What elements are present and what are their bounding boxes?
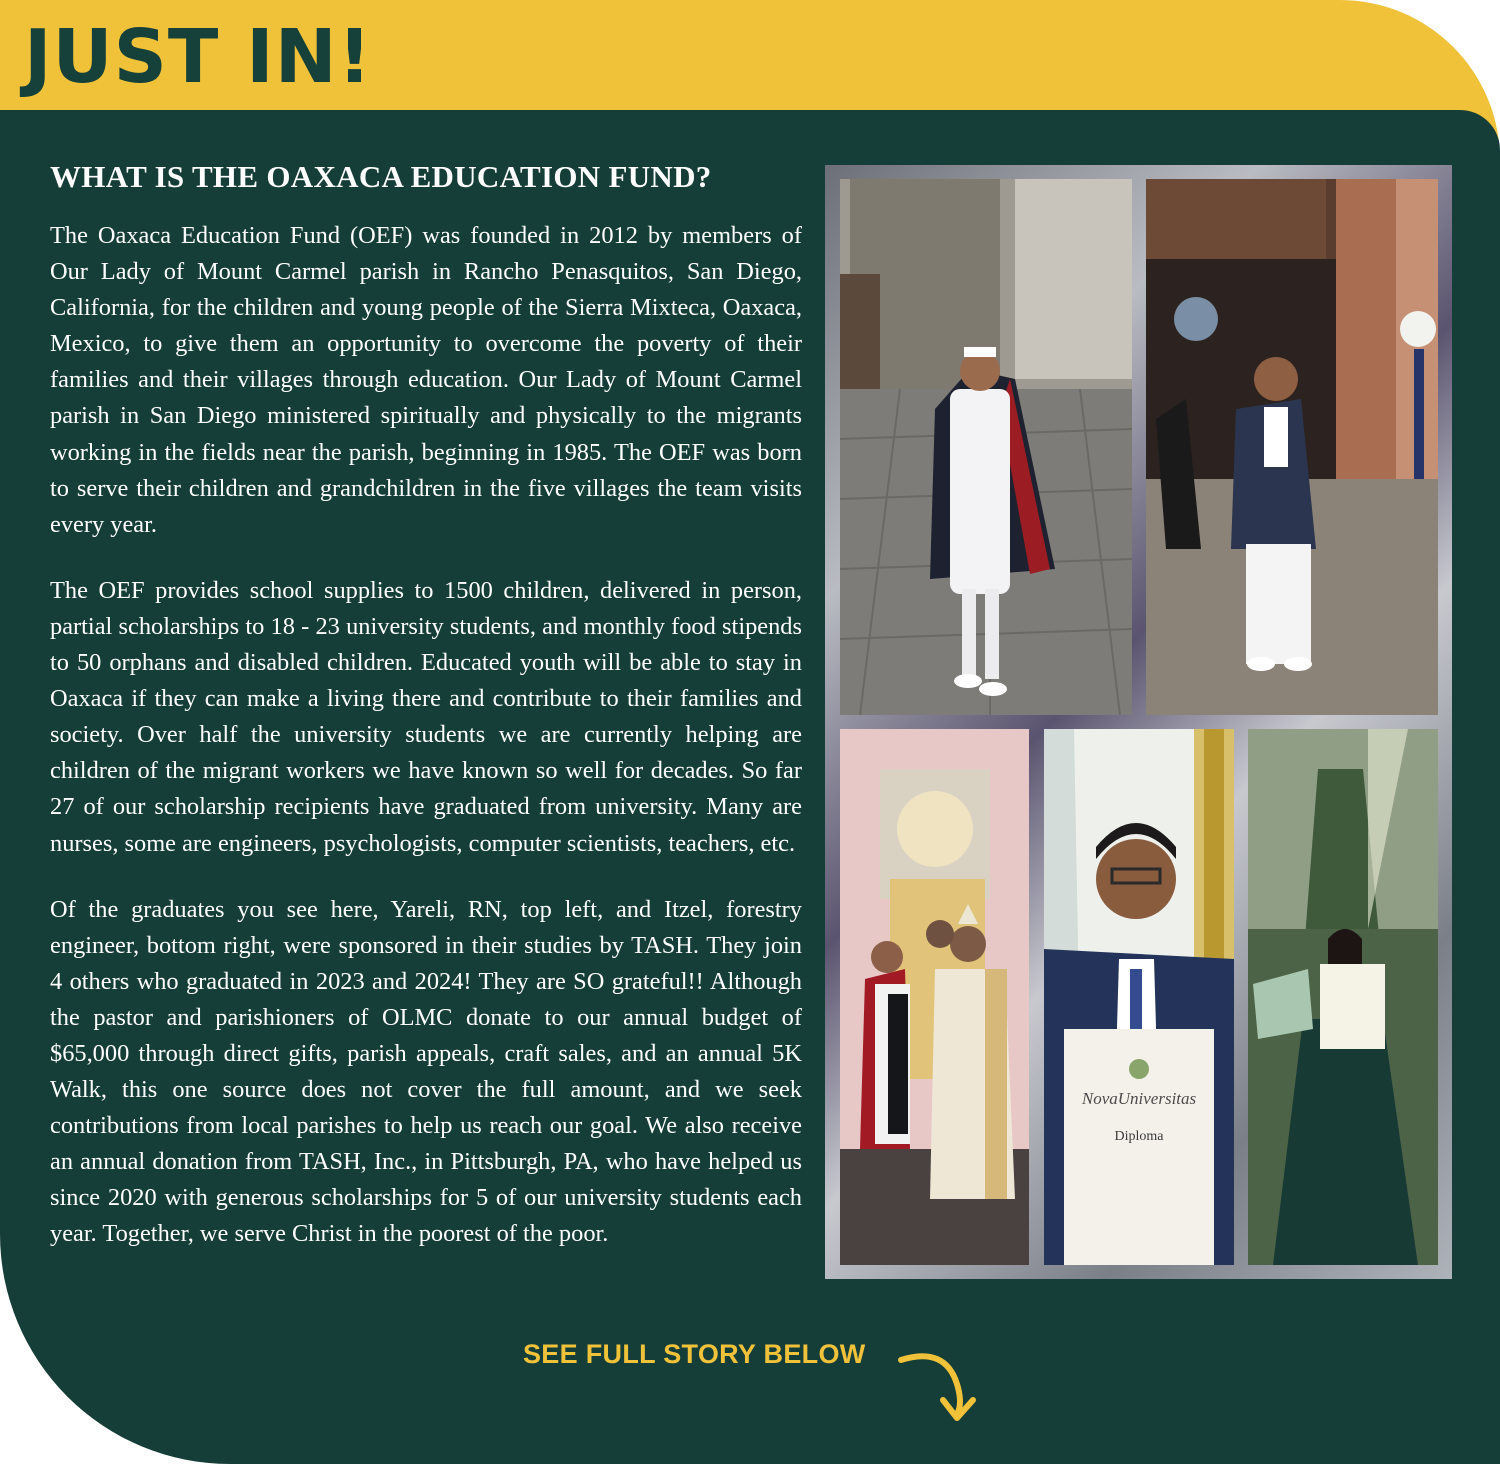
photo-graduate-with-bishop [840, 729, 1029, 1265]
paragraph: The Oaxaca Education Fund (OEF) was founded in 2012 by members of Our Lady of Mount Carmel parish in Rancho Penasquitos, San Diego, California, for the children and young people of the Sierra Mixteca, Oaxaca, Mexico, to give them an opportunity to overcome the poverty of their families and their villages through education. Our Lady of Mount Carmel parish in San Diego ministered spiritually and physically to the migrants working in the fields near the parish, beginning in 1985. The OEF was born to serve their children and grandchildren in the five villages the team visits every year. [50, 222, 802, 538]
paragraph: Of the graduates you see here, Yareli, RN, top left, and Itzel, forestry engineer, bottom right, were sponsored in their studies by TASH. They join 4 others who graduated in 2023 and 2024! They are SO grateful!! Although the pastor and parishioners of OLMC donate to our annual budget of $65,000 through direct gifts, parish appeals, craft sales, and an annual 5K Walk, this one source does not cover the full amount, and we seek contributions from local parishes to help us reach our goal. We also receive an annual donation from TASH, Inc., in Pittsburgh, PA, who have helped us since 2020 with generous scholarships for 5 of our university students each year. Together, we serve Christ in the poorest of the poor. [50, 895, 802, 1248]
paragraph: The OEF provides school supplies to 1500 children, delivered in person, partial scholarships to 18 - 23 university students, and monthly food stipends to 50 orphans and disabled children. Educated youth will be able to stay in Oaxaca if they can make a living there and contribute to their families and society. Over half the university students we are currently helping are children of the migrant workers we have known so well for decades. So far 27 of our scholarship recipients have graduated from university. Many are nurses, some are engineers, psychologists, computer scientists, teachers, etc. [50, 576, 802, 857]
photo-graduate-church-door [1146, 179, 1438, 715]
diploma-university-text: NovaUniversitas [1081, 1089, 1197, 1108]
diploma-title-text: Diploma [1114, 1129, 1164, 1144]
photo-nurse-graduate [840, 179, 1132, 715]
banner-title: JUST IN! [24, 14, 373, 100]
see-full-story-link[interactable]: SEE FULL STORY BELOW [523, 1339, 866, 1369]
curved-arrow-icon [895, 1348, 985, 1428]
photo-graduate-diploma [1044, 729, 1234, 1265]
article-heading: WHAT IS THE OAXACA EDUCATION FUND? [50, 159, 712, 194]
article-body [50, 218, 802, 1253]
photo-forestry-graduate [1248, 729, 1438, 1265]
photo-collage [825, 165, 1452, 1279]
